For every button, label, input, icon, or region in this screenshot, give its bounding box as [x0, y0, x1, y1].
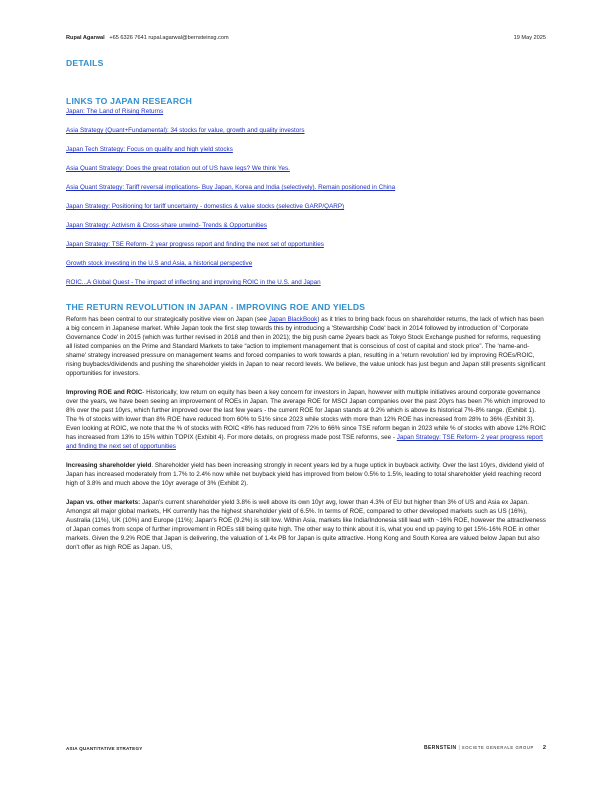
other-markets-paragraph — [66, 498, 546, 552]
research-link[interactable]: Japan Strategy: Positioning for tariff uncertainty - domestics & value stocks (selective GARP/QARP) — [66, 203, 345, 210]
links-heading: LINKS TO JAPAN RESEARCH — [66, 96, 193, 106]
intro-text-start: Reform has been central to our strategically positive view on Japan (see — [66, 316, 269, 323]
research-links-list — [66, 108, 546, 298]
research-link[interactable]: Asia Quant Strategy: Does the great rotation out of US have legs? We think Yes. — [66, 165, 290, 172]
details-heading: DETAILS — [66, 58, 104, 68]
research-link[interactable]: Growth stock investing in the U.S and Asia, a historical perspective — [66, 260, 253, 267]
return-revolution-heading: THE RETURN REVOLUTION IN JAPAN - IMPROVING ROE AND YIELDS — [66, 302, 366, 312]
author-name: Rupal Agarwal — [66, 35, 105, 41]
shareholder-yield-text: . Shareholder yield has been increasing strongly in recent years led by a huge uptick in buyback activity. Over the last 10yrs, dividend yield of Japan has increased moderately from 1.7% to 2.4% now while net buyback yield has improved from below 0.5% to 1.5%, leading to total shareholder yield reaching record high of 3.8% and much above the 10yr average of 3% (Exhibit 2). — [66, 462, 544, 487]
research-link[interactable]: Japan Strategy: TSE Reform- 2 year progress report and finding the next set of opportunities — [66, 241, 324, 248]
other-markets-text: Japan's current shareholder yield 3.8% is well above its own 10yr avg, lower than 4.3% of EU but higher than 3% of US and Asia ex Japan. Amongst all major global markets, HK currently has the highest shareholder yield of 6.5%. In terms of ROE, compared to other developed markets such as US (16%), Australia (11%), UK (10%) and Europe (11%); Japan's ROE (9.2%) is still low. Within Asia, markets like India/Indonesia still lead with ~16% ROE, however the attractiveness of Japan comes from scope of further improvement in ROEs still being quite high. The other way to think about it is, what you end up paying to get 15%-16% ROE in other markets. Given the 9.2% ROE that Japan is delivering, the valuation of 1.4x PB for Japan is quite attractive. Hong Kong and South Korea are valued below Japan but also don't offer as high ROE as Japan. US, — [66, 499, 546, 551]
research-link[interactable]: Japan: The Land of Rising Returns — [66, 108, 164, 115]
page-footer — [66, 745, 546, 757]
intro-text-end: ) as it tries to bring back focus on shareholder returns, the lack of which has been a big concern in Japanese market. While Japan took the first step towards this by introducing a 'Stewardship Code' back in 2014 followed by introduction of 'Corporate Governance Code' in 2015 (which was further revised in 2018 and then in 2021); the big push came 2years back as Tokyo Stock Exchange pushed for reforms, requesting all listed companies on the Prime and Standard Markets to take “action to implement management that is conscious of cost of capital and stock price”. The 'name-and-shame' strategy increased pressure on management teams and forced companies to work towards a plan, resulting in a 'return revolution' led by improving ROEs/ROIC, rising buybacks/dividends and pushing the shareholder yields in Japan to near record levels. We believe, the value unlock has just begun and Japan still presents significant opportunities for investors. — [66, 316, 546, 377]
bernstein-logo: BERNSTEIN — [423, 745, 457, 751]
research-link[interactable]: Asia Quant Strategy: Tariff reversal implications- Buy Japan, Korea and India (selectively). Remain positioned in China — [66, 184, 396, 191]
tse-reform-link[interactable]: Japan Strategy: TSE Reform- 2 year progress report and finding the next set of opportunities — [66, 434, 543, 450]
research-link[interactable]: Japan Strategy: Activism & Cross-share unwind- Trends & Opportunities — [66, 222, 267, 229]
research-link[interactable]: ROIC...A Global Quest - The impact of inflecting and improving ROIC in the U.S. and Japan — [66, 279, 321, 286]
research-link[interactable]: Asia Strategy (Quant+Fundamental): 34 stocks for value, growth and quality investors — [66, 127, 305, 134]
roe-roic-lead: Improving ROE and ROIC — [66, 389, 143, 396]
author-contact: +65 6326 7641 rupal.agarwal@bernsteinsg.com — [109, 35, 229, 41]
roe-roic-text: - Historically, low return on equity has been a key concern for investors in Japan, however with multiple initiatives around corporate governance over the years, we have been seeing an improvement of ROEs in Japan. The average ROE for MSCI Japan companies over the past 20yrs has been 7% which improved to 8% over the past 10yrs, which further improved over the last few years - the current ROE for Japan stands at 9.2% which is above its historical 7%-8% range. (Exhibit 1). The % of stocks with lower than 8% ROE have reduced from 60% to 51% since 2023 while stocks with more than 12% ROE has increased from 28% to 36% (Exhibit 3). Even looking at ROIC, we note that the % of stocks with ROIC <8% has reduced from 72% to 66% since TSE reform began in 2023 while % of stocks with above 12% ROIC has increased from 13% to 15% within TOPIX (Exhibit 4). For more details, on progress made post TSE reforms, see - — [66, 389, 546, 441]
blackbook-link[interactable]: Japan BlackBook — [268, 316, 318, 323]
research-link[interactable]: Japan Tech Strategy: Focus on quality and high yield stocks — [66, 146, 233, 153]
shareholder-yield-paragraph — [66, 461, 546, 488]
footer-section-label: ASIA QUANTITATIVE STRATEGY — [66, 746, 143, 751]
intro-paragraph — [66, 315, 546, 378]
roe-roic-paragraph — [66, 388, 546, 451]
report-date: 19 May 2025 — [513, 35, 546, 41]
societe-generale-label: SOCIETE GENERALE GROUP — [461, 745, 534, 750]
main-content — [66, 58, 546, 562]
page-header — [66, 35, 546, 47]
other-markets-lead: Japan vs. other markets: — [66, 499, 141, 506]
footer-branding — [424, 745, 546, 751]
shareholder-yield-lead: Increasing shareholder yield — [66, 462, 152, 469]
footer-separator: | — [458, 745, 460, 751]
page-number: 2 — [542, 745, 546, 751]
author-line — [66, 35, 229, 41]
